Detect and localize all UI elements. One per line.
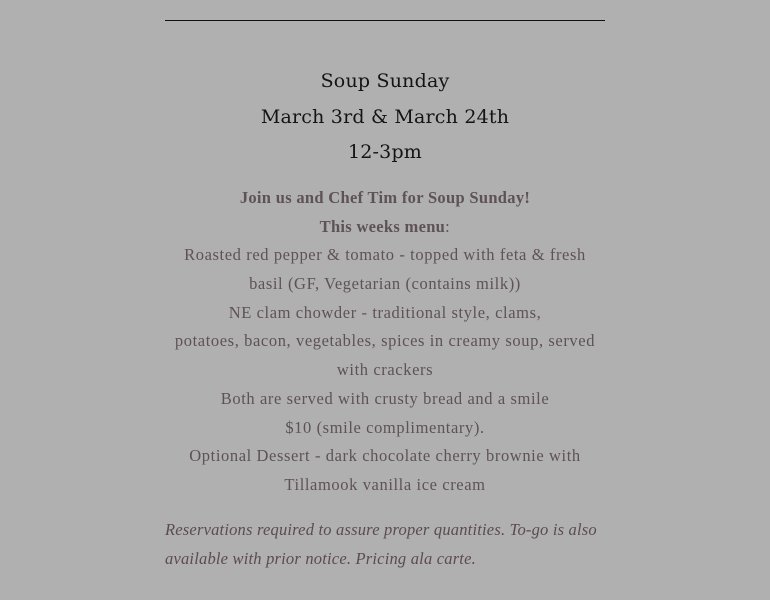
- menu-heading: [165, 213, 605, 242]
- dessert-line: Optional Dessert - dark chocolate cherry brownie with: [189, 446, 581, 466]
- menu-heading-colon: :: [445, 216, 451, 236]
- event-time: 12-3pm: [347, 141, 423, 163]
- menu-line: potatoes, bacon, vegetables, spices in creamy soup, served: [174, 331, 596, 351]
- event-header: [165, 64, 605, 171]
- intro-text: Join us and Chef Tim for Soup Sunday!: [239, 188, 531, 207]
- menu-line: with crackers: [336, 360, 434, 380]
- reservation-note: [165, 515, 605, 573]
- event-dates: March 3rd & March 24th: [260, 105, 510, 128]
- dessert-line: Tillamook vanilla ice cream: [284, 474, 486, 494]
- divider: [165, 20, 605, 21]
- price-line: $10 (smile complimentary).: [285, 417, 485, 437]
- note-line: available with prior notice. Pricing ala carte.: [165, 549, 476, 568]
- menu-heading-label: This weeks menu: [319, 216, 446, 236]
- menu-line: Both are served with crusty bread and a smile: [220, 388, 550, 408]
- menu-line: basil (GF, Vegetarian (contains milk)): [249, 274, 521, 294]
- note-line: Reservations required to assure proper quantities. To-go is also: [165, 520, 597, 539]
- event-title: Soup Sunday: [320, 70, 450, 92]
- menu-line: Roasted red pepper & tomato - topped with feta & fresh: [184, 245, 586, 265]
- event-description: [165, 184, 605, 500]
- menu-line: NE clam chowder - traditional style, clams,: [228, 302, 542, 322]
